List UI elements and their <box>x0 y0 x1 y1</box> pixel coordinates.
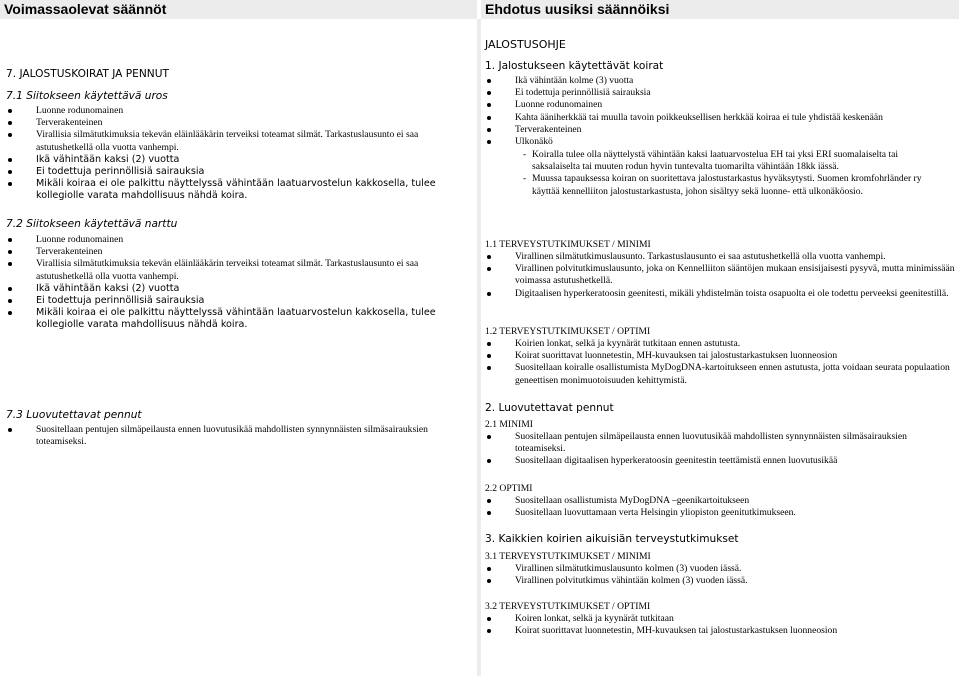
section-1-1-list <box>485 251 955 300</box>
list-item: Digitaalisen hyperkeratoosin geenitesti, mikäli yhdistelmän toista osapuolta ei ole todettu perveeksi geenitestillä. <box>485 288 955 300</box>
sub-item: - Koiralla tulee olla näyttelystä vähintään kaksi laatuarvostelua EH tai yksi ERI suomalaiselta tai saksalaiselta tai muuten rodun hyvin tuntevalta tuomarilta vähintään 18kk iässä. <box>485 149 935 173</box>
section-7-3-list <box>6 424 436 448</box>
section-1-sublist <box>485 149 955 198</box>
list-item: Terverakenteinen <box>6 246 466 258</box>
section-1-1-heading: 1.1 TERVEYSTUTKIMUKSET / MINIMI <box>485 239 651 250</box>
left-column-header: Voimassaolevat säännöt <box>0 0 477 19</box>
section-7-3-heading: 7.3 Luovutettavat pennut <box>6 409 142 421</box>
list-item: Terverakenteinen <box>485 124 955 136</box>
list-item: Ei todettuja perinnöllisiä sairauksia <box>6 166 466 178</box>
section-3-heading: 3. Kaikkien koirien aikuisiän terveystutkimukset <box>485 533 739 545</box>
sub-item: - Muussa tapauksessa koiran on suoritettava jalostustarkastus hyväksytysti. Suomen kromfohrländer ry käyttää kennelliiton jalostustarkastusta, johon sisältyy sekä luonne- että ulkonäköosio. <box>485 173 935 197</box>
list-item: Virallinen polvitutkimuslausunto, joka on Kennelliiton sääntöjen mukaan ensisijaisesti pysyvä, mutta minimissään voimassa astutushetkellä. <box>485 263 955 287</box>
section-7-1-heading: 7.1 Siitokseen käytettävä uros <box>6 90 168 102</box>
right-column-header: Ehdotus uusiksi säännöiksi <box>481 0 959 19</box>
section-7-2-heading: 7.2 Siitokseen käytettävä narttu <box>6 218 178 230</box>
list-item: Kahta ääniherkkää tai muulla tavoin poikkeuksellisen herkkää koiraa ei tule yhdistää keskenään <box>485 112 955 124</box>
section-1-2-list <box>485 338 955 387</box>
list-item: Ikä vähintään kaksi (2) vuotta <box>6 154 466 166</box>
list-item: Virallisia silmätutkimuksia tekevän eläinlääkärin terveiksi toteamat silmät. Tarkastuslausunto ei saa astutushetkellä olla vuotta vanhempi. <box>6 129 466 153</box>
list-item: Ikä vähintään kaksi (2) vuotta <box>6 283 466 295</box>
section-1-list <box>485 75 955 148</box>
list-item: Koirat suorittavat luonnetestin, MH-kuvauksen tai jalostustarkastuksen luonneosion <box>485 625 955 637</box>
section-3-2-heading: 3.2 TERVEYSTUTKIMUKSET / OPTIMI <box>485 601 651 612</box>
section-2-2-list <box>485 495 955 519</box>
list-item: Luonne rodunomainen <box>6 234 466 246</box>
list-item: Virallinen silmätutkimuslausunto kolmen (3) vuoden iässä. <box>485 563 955 575</box>
list-item: Virallisia silmätutkimuksia tekevän eläinlääkärin terveiksi toteamat silmät. Tarkastuslausunto ei saa astutushetkellä olla vuotta vanhempi. <box>6 258 466 282</box>
section-2-1-heading: 2.1 MINIMI <box>485 419 533 430</box>
list-item: Mikäli koiraa ei ole palkittu näyttelyssä vähintään laatuarvostelun kakkosella, tulee kollegiolle varata mahdollisuus nähdä koira. <box>6 178 466 202</box>
list-item: Virallinen polvitutkimus vähintään kolmen (3) vuoden iässä. <box>485 575 955 587</box>
section-2-heading: 2. Luovutettavat pennut <box>485 402 614 414</box>
list-item: Suositellaan koiralle osallistumista MyDogDNA-kartoitukseen ennen astutusta, jotta voidaan seurata populaation geneettisen monimuotoisuuden kehittymistä. <box>485 362 955 386</box>
list-item: Suositellaan osallistumista MyDogDNA –geenikartoitukseen <box>485 495 955 507</box>
column-divider <box>477 19 481 676</box>
list-item: Koirien lonkat, selkä ja kyynärät tutkitaan ennen astutusta. <box>485 338 955 350</box>
section-1-2-heading: 1.2 TERVEYSTUTKIMUKSET / OPTIMI <box>485 326 651 337</box>
list-item: Ulkonäkö <box>485 136 955 148</box>
section-3-2-list <box>485 613 955 637</box>
list-item: Suositellaan luovuttamaan verta Helsingin yliopiston geenitutkimukseen. <box>485 507 955 519</box>
section-3-1-list <box>485 563 955 587</box>
list-item: Virallinen silmätutkimuslausunto. Tarkastuslausunto ei saa astutushetkellä olla vuotta vanhempi. <box>485 251 955 263</box>
list-item: Suositellaan pentujen silmäpeilausta ennen luovutusikää mahdollisten synnynnäisten silmäsairauksien toteamiseksi. <box>6 424 436 448</box>
list-item: Koirat suorittavat luonnetestin, MH-kuvauksen tai jalostustarkastuksen luonneosion <box>485 350 955 362</box>
section-2-1-list <box>485 431 955 468</box>
list-item: Terverakenteinen <box>6 117 466 129</box>
right-title: JALOSTUSOHJE <box>485 38 566 51</box>
list-item: Koiren lonkat, selkä ja kyynärät tutkitaan <box>485 613 955 625</box>
list-item: Luonne rodunomainen <box>6 105 466 117</box>
section-2-2-heading: 2.2 OPTIMI <box>485 483 533 494</box>
list-item: Ikä vähintään kolme (3) vuotta <box>485 75 955 87</box>
list-item: Suositellaan digitaalisen hyperkeratoosin geenitestin teettämistä ennen luovutusikää <box>485 455 955 467</box>
list-item: Suositellaan pentujen silmäpeilausta ennen luovutusikää mahdollisten synnynnäisten silmäsairauksien toteamiseksi. <box>485 431 955 455</box>
list-item: Luonne rodunomainen <box>485 99 955 111</box>
left-title: 7. JALOSTUSKOIRAT JA PENNUT <box>6 68 169 80</box>
section-7-2-list <box>6 234 466 332</box>
list-item: Mikäli koiraa ei ole palkittu näyttelyssä vähintään laatuarvostelun kakkosella, tulee kollegiolle varata mahdollisuus nähdä koira. <box>6 307 466 331</box>
list-item: Ei todettuja perinnöllisiä sairauksia <box>485 87 955 99</box>
list-item: Ei todettuja perinnöllisiä sairauksia <box>6 295 466 307</box>
section-1-heading: 1. Jalostukseen käytettävät koirat <box>485 60 664 72</box>
section-7-1-list <box>6 105 466 203</box>
section-3-1-heading: 3.1 TERVEYSTUTKIMUKSET / MINIMI <box>485 551 651 562</box>
